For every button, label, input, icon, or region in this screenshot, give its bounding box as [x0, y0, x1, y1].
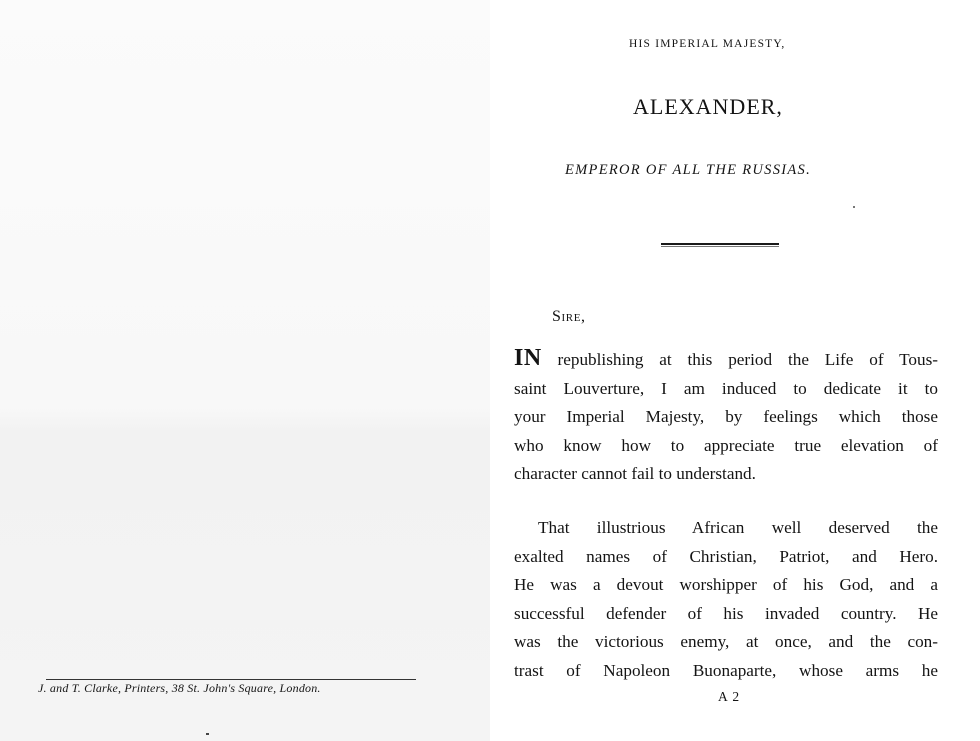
- dedication-paragraph-2: [514, 514, 938, 686]
- dedicatee-name: ALEXANDER,: [633, 94, 783, 119]
- paragraph-line: That illustrious African well deserved the: [538, 518, 938, 537]
- paragraph-line: He was a devout worshipper of his God, and a: [514, 575, 938, 595]
- paragraph-line: who know how to appreciate true elevation of: [514, 435, 938, 455]
- dedicatee-title: EMPEROR OF ALL THE RUSSIAS.: [565, 162, 812, 178]
- paragraph-line: successful defender of his invaded country. He: [514, 603, 938, 623]
- paragraph-line: trast of Napoleon Buonaparte, whose arms he: [514, 660, 938, 680]
- imprint-rule: [46, 679, 416, 680]
- paragraph-line-text: republishing at this period the Life of Tous-: [541, 350, 938, 369]
- drop-cap: IN: [514, 345, 542, 371]
- paragraph-line: saint Louverture, I am induced to dedicate it to: [514, 378, 938, 398]
- paragraph-line: was the victorious enemy, at once, and the con-: [514, 632, 938, 652]
- dedication-to: HIS IMPERIAL MAJESTY,: [629, 38, 786, 50]
- dedication-paragraph-1: [514, 344, 938, 489]
- paragraph-line: exalted names of Christian, Patriot, and Hero.: [514, 546, 938, 566]
- paragraph-line: character cannot fail to understand.: [514, 464, 756, 484]
- printer-imprint: J. and T. Clarke, Printers, 38 St. John's Square, London.: [38, 681, 321, 695]
- signature-mark: A 2: [718, 689, 741, 704]
- ornamental-rule: [661, 243, 779, 247]
- paragraph-line: your Imperial Majesty, by feelings which those: [514, 407, 938, 427]
- paper-speck: [853, 206, 855, 208]
- paper-speck: [206, 733, 209, 735]
- paragraph-line: [514, 344, 938, 375]
- salutation: Sire,: [552, 308, 586, 325]
